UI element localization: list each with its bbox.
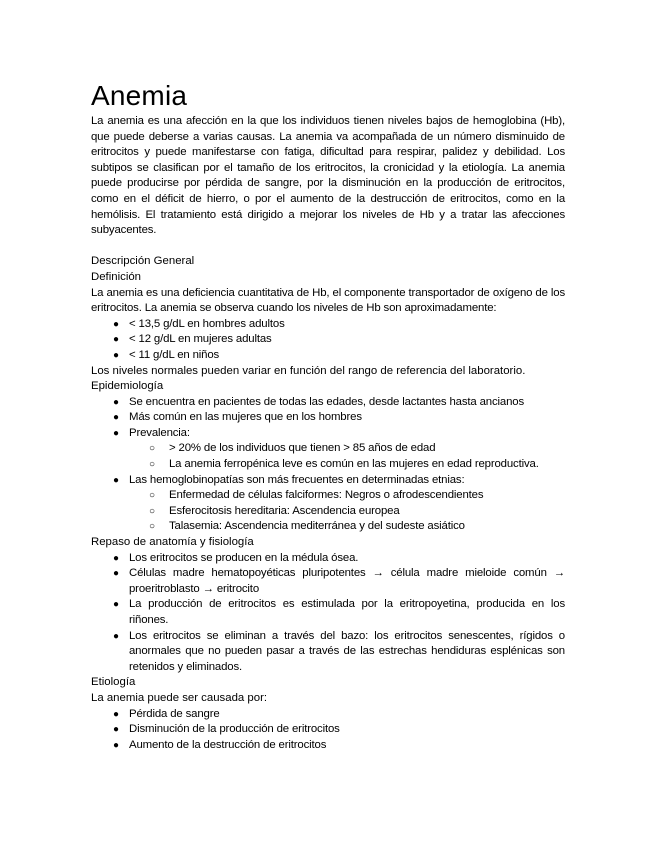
sublist-item: ○ La anemia ferropénica leve es común en las mujeres en edad reproductiva. xyxy=(91,457,565,473)
sublist-item: ○ Enfermedad de células falciformes: Negros o afrodescendientes xyxy=(91,488,565,504)
list-item: ● Los eritrocitos se eliminan a través del bazo: los eritrocitos senescentes, rígidos o anormales que no pueden pasar a través de las estrechas hendiduras esplénicas son retenidos y eliminados. xyxy=(113,629,565,673)
bullet-icon: ● xyxy=(113,568,119,580)
sublist-item: ○ > 20% de los individuos que tienen > 85 años de edad xyxy=(91,441,565,457)
bullet-icon: ● xyxy=(113,630,119,642)
bullet-icon: ● xyxy=(113,552,119,564)
bullet-icon: ● xyxy=(113,412,119,424)
bullet-icon: ● xyxy=(113,599,119,611)
document-page xyxy=(91,80,565,753)
page-title: Anemia xyxy=(91,80,188,111)
epidemiology-list-cont xyxy=(91,473,565,489)
etiology-list xyxy=(91,707,565,754)
sublist-item: ○ Esferocitosis hereditaria: Ascendencia europea xyxy=(91,504,565,520)
etiology-text: La anemia puede ser causada por: xyxy=(91,691,268,704)
definition-list xyxy=(91,317,565,364)
intro-paragraph: La anemia es una afección en la que los individuos tienen niveles bajos de hemoglobina (Hb), que puede deberse a varias causas. La anemia va acompañada de un número disminuido de eritrocitos y puede manifestarse con fatiga, dificultad para respirar, palidez y debilidad. Los subtipos se clasifican por el tamaño de los eritrocitos, la cronicidad y la etiología. La anemia puede producirse por pérdida de sangre, por la disminución en la producción de eritrocitos, como en el déficit de hierro, o por el aumento de la destrucción de eritrocitos, como en la hemólisis. El tratamiento está dirigido a mejorar los niveles de Hb y a tratar las afecciones subyacentes. xyxy=(91,115,565,237)
anatomy-heading: Repaso de anatomía y fisiología xyxy=(91,536,254,549)
bullet-icon: ● xyxy=(113,318,119,330)
bullet-icon: ● xyxy=(113,349,119,361)
epidemiology-list xyxy=(91,395,565,442)
list-item: ● Los eritrocitos se producen en la médula ósea. xyxy=(91,551,565,567)
anatomy-list xyxy=(91,551,565,676)
blank-line xyxy=(91,239,565,255)
list-item: ● Aumento de la destrucción de eritrocitos xyxy=(91,738,565,754)
list-item: ● Prevalencia: xyxy=(91,426,565,442)
list-item: ● < 11 g/dL en niños xyxy=(91,348,565,364)
list-item: ● < 12 g/dL en mujeres adultas xyxy=(91,332,565,348)
list-item: ● Disminución de la producción de eritrocitos xyxy=(91,722,565,738)
circle-bullet-icon: ○ xyxy=(149,443,155,455)
etiology-heading: Etiología xyxy=(91,676,136,689)
list-item: ● Las hemoglobinopatías son más frecuentes en determinadas etnias: xyxy=(91,473,565,489)
list-item: ● La producción de eritrocitos es estimulada por la eritropoyetina, producida en los riñones. xyxy=(113,598,565,626)
definition-heading: Definición xyxy=(91,270,142,283)
circle-bullet-icon: ○ xyxy=(149,521,155,533)
bullet-icon: ● xyxy=(113,724,119,736)
circle-bullet-icon: ○ xyxy=(149,459,155,471)
list-item: ● Se encuentra en pacientes de todas las edades, desde lactantes hasta ancianos xyxy=(91,395,565,411)
circle-bullet-icon: ○ xyxy=(149,505,155,517)
bullet-icon: ● xyxy=(113,396,119,408)
bullet-icon: ● xyxy=(113,334,119,346)
list-item: ● Más común en las mujeres que en los hombres xyxy=(91,410,565,426)
circle-bullet-icon: ○ xyxy=(149,490,155,502)
sublist-item: ○ Talasemia: Ascendencia mediterránea y del sudeste asiático xyxy=(91,519,565,535)
bullet-icon: ● xyxy=(113,474,119,486)
list-item: ● Pérdida de sangre xyxy=(91,707,565,723)
hemoglobinopathy-sublist xyxy=(129,488,565,535)
epidemiology-heading: Epidemiología xyxy=(91,380,164,393)
prevalence-sublist xyxy=(129,441,565,472)
list-item: ● Células madre hematopoyéticas pluripotentes → célula madre mieloide común → proeritroblasto → eritrocito xyxy=(113,567,565,595)
list-item: ● < 13,5 g/dL en hombres adultos xyxy=(91,317,565,333)
bullet-icon: ● xyxy=(113,739,119,751)
bullet-icon: ● xyxy=(113,427,119,439)
definition-note: Los niveles normales pueden variar en función del rango de referencia del laboratorio. xyxy=(91,364,526,377)
overview-heading: Descripción General xyxy=(91,255,195,268)
definition-text: La anemia es una deficiencia cuantitativa de Hb, el componente transportador de oxígeno de los eritrocitos. La anemia se observa cuando los niveles de Hb son aproximadamente: xyxy=(91,286,565,315)
bullet-icon: ● xyxy=(113,708,119,720)
